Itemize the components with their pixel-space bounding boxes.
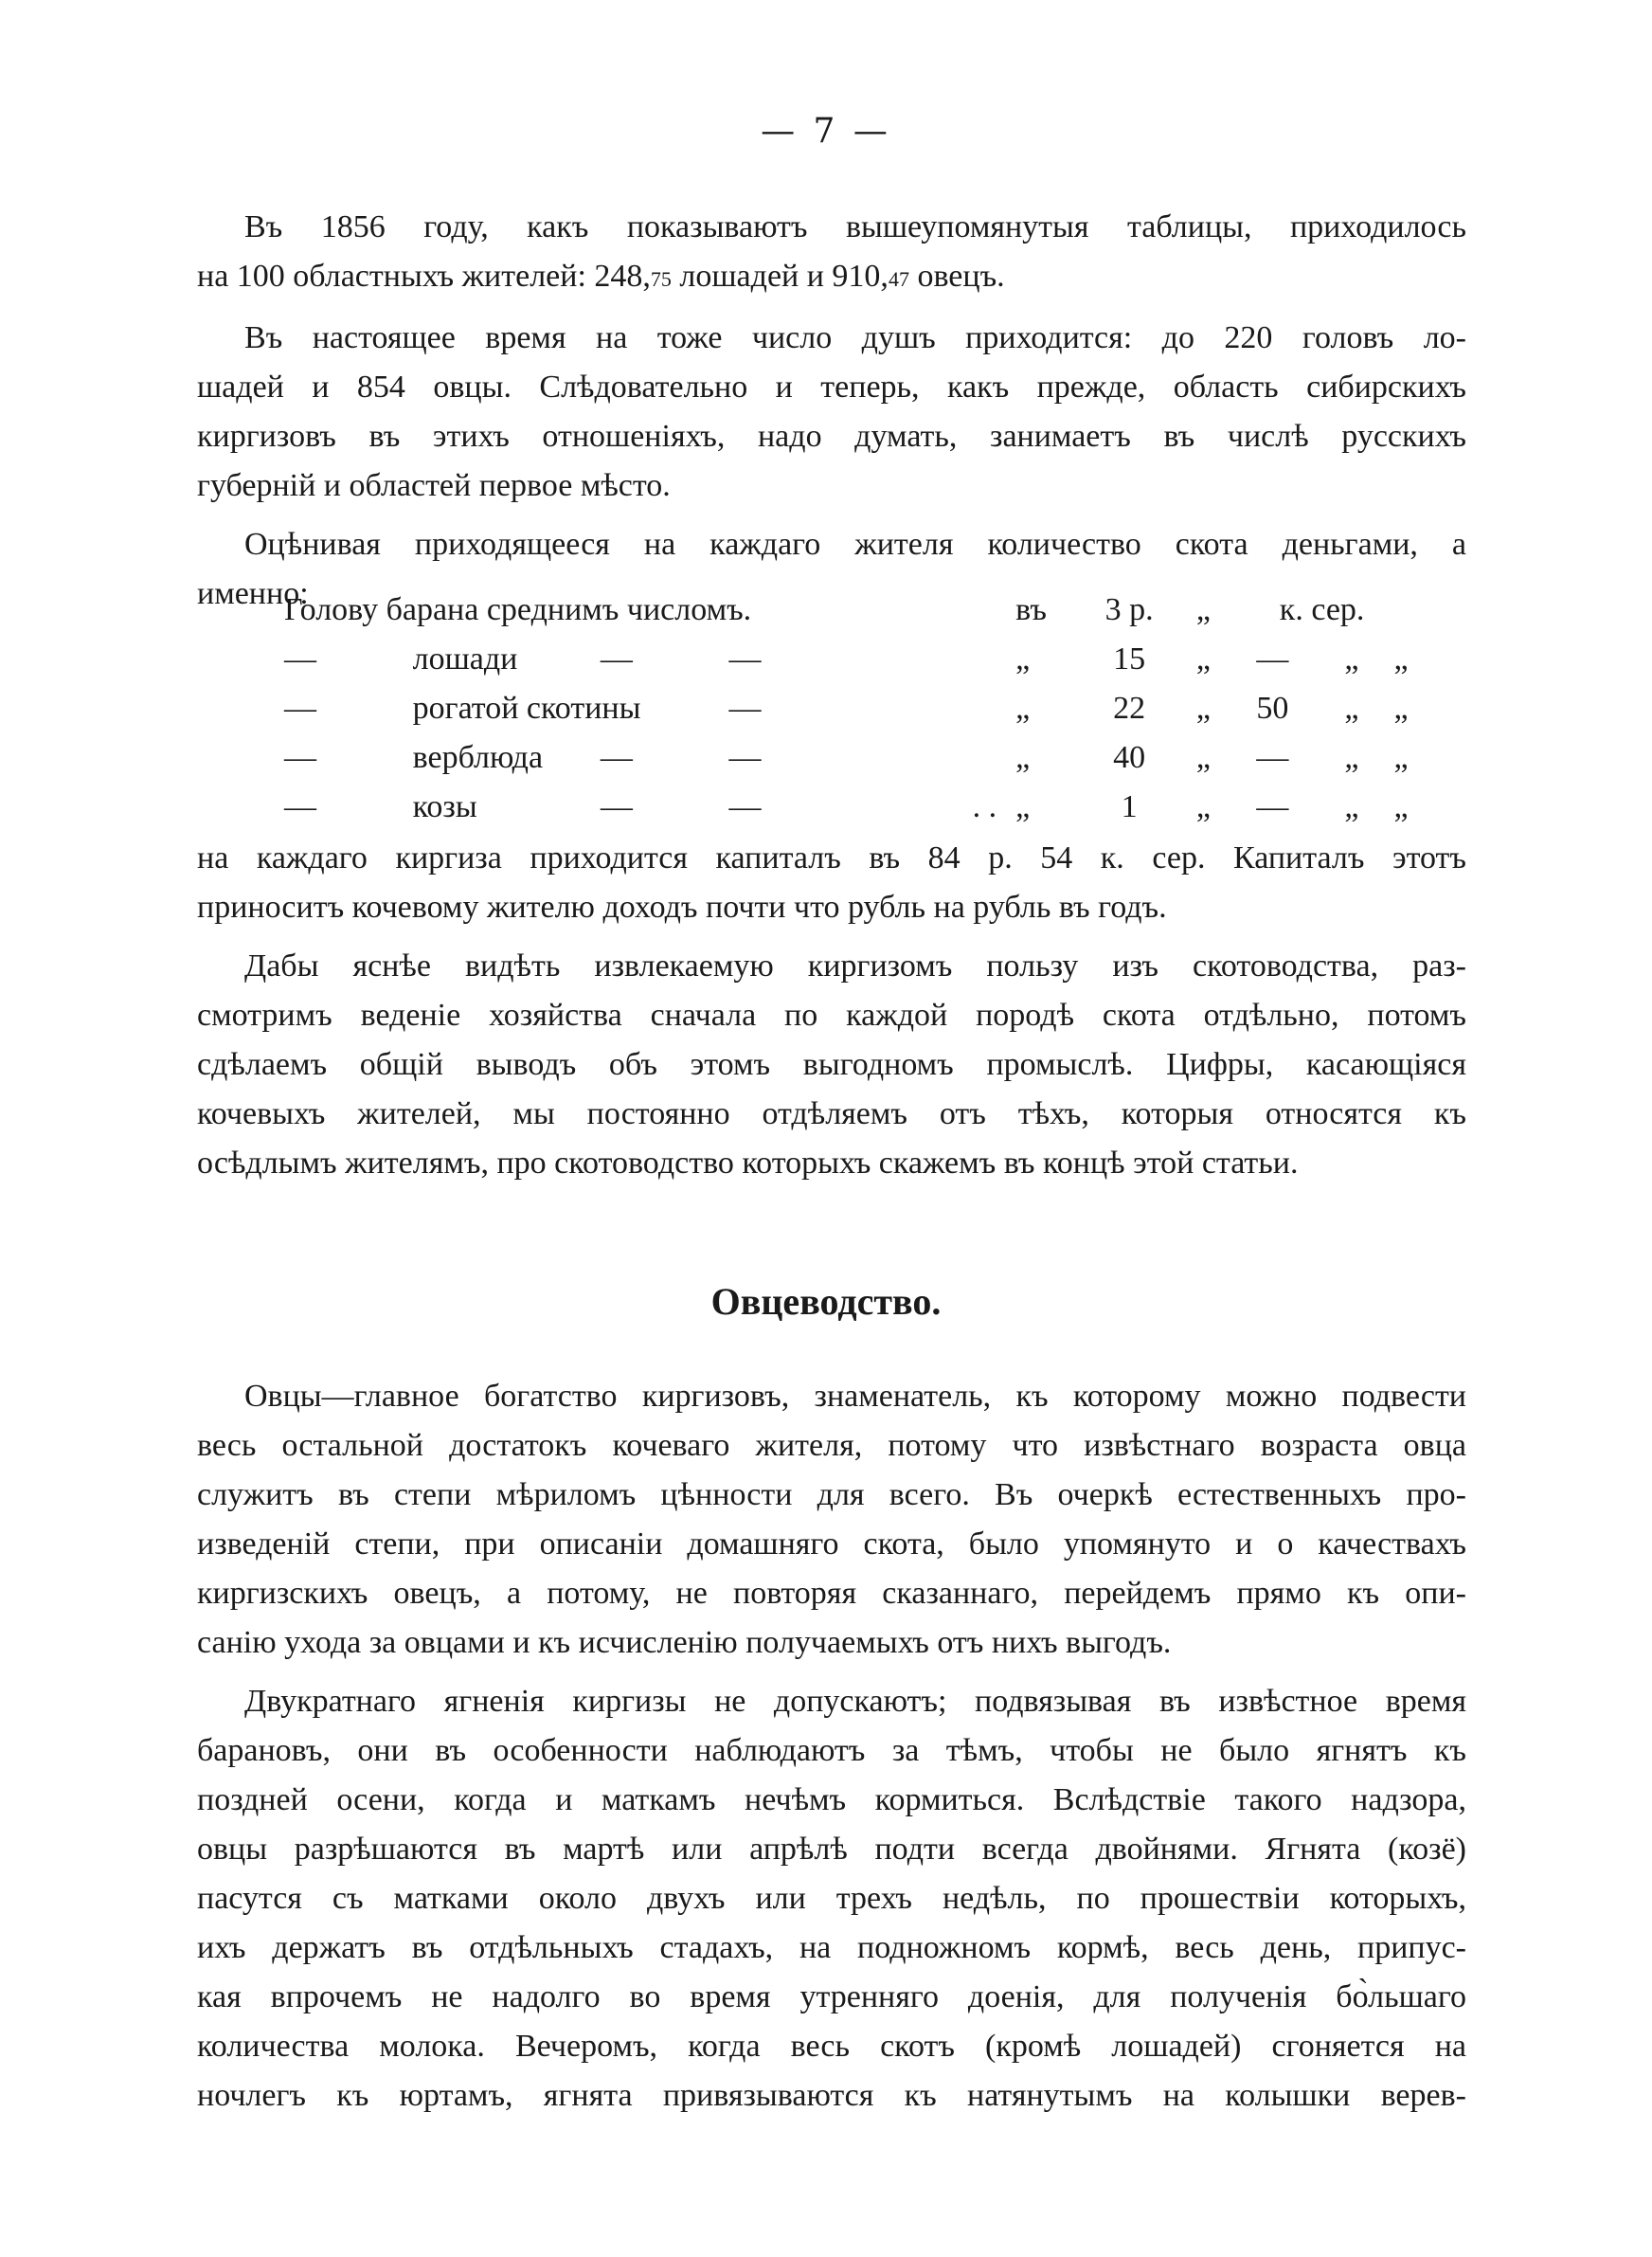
- paragraph-7-line-2: барановъ, они въ особенности наблюдаютъ за тѣмъ, чтобы не было ягнятъ къ: [197, 1733, 1466, 1768]
- paragraph-3-line-1: Оцѣнивая приходящееся на каждаго жителя количество скота деньгами, а: [244, 527, 1466, 562]
- paragraph-5-line-1: Дабы яснѣе видѣть извлекаемую киргизомъ пользу изъ скотоводства, раз-: [244, 948, 1466, 984]
- row-quote-1: „: [1195, 691, 1211, 726]
- row-rubles: 22: [1113, 691, 1146, 726]
- row-dash-3: —: [728, 740, 762, 775]
- paragraph-6-line-6: санію ухода за овцами и къ исчисленію получаемыхъ отъ нихъ выгодъ.: [197, 1625, 1172, 1660]
- row-rubles: 1: [1121, 789, 1138, 824]
- fraction-75: 75: [650, 267, 672, 291]
- price-table-header-row: [284, 586, 1421, 635]
- paragraph-2-line-4: губерній и областей первое мѣсто.: [197, 468, 671, 503]
- paragraph-1-line-2: [197, 252, 1466, 304]
- paragraph-5-line-4: кочевыхъ жителей, мы постоянно отдѣляемъ отъ тѣхъ, которыя относятся къ: [197, 1096, 1466, 1131]
- table-row: [284, 684, 1421, 733]
- text-block-bottom: [197, 1372, 1466, 2130]
- paragraph-1-text-c: овецъ.: [917, 259, 1005, 294]
- row-animal-name: рогатой скотины: [412, 691, 641, 726]
- paragraph-5-line-2: смотримъ веденіе хозяйства сначала по каждой породѣ скота отдѣльно, потомъ: [197, 998, 1466, 1033]
- fraction-47: 47: [888, 267, 909, 291]
- row-quote-2: „: [1344, 789, 1359, 824]
- row-animal-name: верблюда: [412, 740, 544, 775]
- row-dash: —: [284, 691, 316, 726]
- paragraph-2: [197, 314, 1466, 511]
- paragraph-1-text-b: лошадей и 910,: [679, 259, 889, 294]
- row-kopecks: 50: [1256, 691, 1289, 726]
- row-quote-0: „: [1015, 691, 1031, 726]
- paragraph-6-line-5: киргизскихъ овецъ, а потому, не повторяя сказаннаго, перейдемъ прямо къ опи-: [197, 1576, 1466, 1611]
- price-table-header-kop: к. сер.: [1279, 592, 1365, 627]
- row-dash-3: —: [728, 789, 762, 824]
- row-kopecks: —: [1256, 641, 1289, 677]
- paragraph-1-line-1: Въ 1856 году, какъ показываютъ вышеупомянутыя таблицы, приходилось: [244, 209, 1466, 244]
- price-table-header-quote: „: [1195, 592, 1211, 627]
- row-quote-1: „: [1195, 740, 1211, 775]
- paragraph-7-line-6: ихъ держатъ въ отдѣльныхъ стадахъ, на подножномъ кормѣ, весь день, припус-: [197, 1930, 1466, 1965]
- row-dash-2: —: [600, 641, 633, 677]
- paragraph-7: [197, 1677, 1466, 2121]
- row-rubles: 15: [1113, 641, 1146, 677]
- paragraph-7-line-5: пасутся съ матками около двухъ или трехъ недѣль, по прошествіи которыхъ,: [197, 1881, 1466, 1916]
- paragraph-7-line-7: кая впрочемъ не надолго во время утренняго доенія, для полученія бо̀льшаго: [197, 1979, 1466, 2014]
- row-dots: [897, 684, 1015, 733]
- section-title: Овцеводство.: [710, 1280, 942, 1323]
- row-dash: —: [284, 641, 316, 677]
- paragraph-2-line-3: киргизовъ въ этихъ отношеніяхъ, надо думать, занимаетъ въ числѣ русскихъ: [197, 419, 1466, 454]
- paragraph-6-line-3: служитъ въ степи мѣриломъ цѣнности для всего. Въ очеркѣ естественныхъ про-: [197, 1477, 1466, 1512]
- paragraph-7-line-8: количества молока. Вечеромъ, когда весь скотъ (кромѣ лошадей) сгоняется на: [197, 2029, 1466, 2064]
- price-table-header-rub: 3 р.: [1104, 592, 1154, 627]
- paragraph-7-line-9: ночлегъ къ юртамъ, ягнята привязываются къ натянутымъ на колышки верев-: [197, 2078, 1466, 2113]
- row-dots: [897, 733, 1015, 783]
- paragraph-2-line-1: Въ настоящее время на тоже число душъ приходится: до 220 головъ ло-: [244, 320, 1466, 355]
- row-dash-3: —: [728, 691, 762, 726]
- paragraph-5: [197, 942, 1466, 1188]
- row-animal-name: козы: [412, 789, 477, 824]
- livestock-price-table: [284, 586, 1421, 832]
- paragraph-3-line-2: именно:: [197, 576, 309, 611]
- row-dots: [897, 635, 1015, 684]
- paragraph-7-line-3: поздней осени, когда и маткамъ нечѣмъ кормиться. Вслѣдствіе такого надзора,: [197, 1782, 1466, 1817]
- row-quote-2: „: [1344, 740, 1359, 775]
- text-block-top: [197, 203, 1466, 628]
- table-row: [284, 783, 1421, 832]
- paragraph-7-line-4: овцы разрѣшаются въ мартѣ или апрѣлѣ подти всегда двойнями. Ягнята (козё): [197, 1832, 1466, 1867]
- paragraph-6-line-2: весь остальной достатокъ кочеваго жителя, потому что извѣстнаго возраста овца: [197, 1428, 1466, 1463]
- text-block-middle: [197, 834, 1466, 1198]
- row-quote-2: „: [1344, 691, 1359, 726]
- row-quote-3: „: [1393, 641, 1409, 677]
- paragraph-6-line-4: изведеній степи, при описаніи домашняго скота, было упомянуто и о качествахъ: [197, 1526, 1466, 1562]
- row-quote-1: „: [1195, 789, 1211, 824]
- paragraph-1: [197, 203, 1466, 304]
- row-quote-3: „: [1393, 691, 1409, 726]
- paragraph-6: [197, 1372, 1466, 1668]
- row-quote-3: „: [1393, 789, 1409, 824]
- row-dash-2: —: [600, 789, 633, 824]
- table-row: [284, 733, 1421, 783]
- paragraph-4-line-2: приноситъ кочевому жителю доходъ почти что рубль на рубль въ годъ.: [197, 890, 1167, 925]
- paragraph-1-text-a: на 100 областныхъ жителей: 248,: [197, 259, 651, 294]
- row-dash: —: [284, 740, 316, 775]
- row-quote-0: „: [1015, 789, 1031, 824]
- page-number: — 7 —: [761, 112, 891, 151]
- row-quote-3: „: [1393, 740, 1409, 775]
- row-dash-3: —: [728, 641, 762, 677]
- paragraph-5-line-3: сдѣлаемъ общій выводъ объ этомъ выгодномъ промыслѣ. Цифры, касающіяся: [197, 1047, 1466, 1082]
- paragraph-4-line-1: на каждаго киргиза приходится капиталъ въ 84 р. 54 к. сер. Капиталъ этотъ: [197, 840, 1466, 876]
- row-kopecks: —: [1256, 740, 1289, 775]
- row-kopecks: —: [1256, 789, 1289, 824]
- paragraph-7-line-1: Двукратнаго ягненія киргизы не допускаютъ; подвязывая въ извѣстное время: [244, 1684, 1466, 1719]
- row-quote-1: „: [1195, 641, 1211, 677]
- row-dash-2: —: [600, 740, 633, 775]
- price-table-header-v: въ: [1015, 592, 1047, 627]
- row-quote-0: „: [1015, 740, 1031, 775]
- paragraph-5-line-5: осѣдлымъ жителямъ, про скотоводство которыхъ скажемъ въ концѣ этой статьи.: [197, 1146, 1299, 1181]
- paragraph-2-line-2: шадей и 854 овцы. Слѣдовательно и теперь, какъ прежде, область сибирскихъ: [197, 370, 1466, 405]
- price-table-header-label: Голову барана среднимъ числомъ.: [284, 592, 752, 627]
- row-dash: —: [284, 789, 316, 824]
- paragraph-4: [197, 834, 1466, 932]
- paragraph-6-line-1: Овцы—главное богатство киргизовъ, знаменатель, къ которому можно подвести: [244, 1379, 1466, 1414]
- row-animal-name: лошади: [412, 641, 518, 677]
- row-rubles: 40: [1113, 740, 1146, 775]
- row-quote-2: „: [1344, 641, 1359, 677]
- row-dots: . .: [972, 789, 997, 824]
- table-row: [284, 635, 1421, 684]
- row-quote-0: „: [1015, 641, 1031, 677]
